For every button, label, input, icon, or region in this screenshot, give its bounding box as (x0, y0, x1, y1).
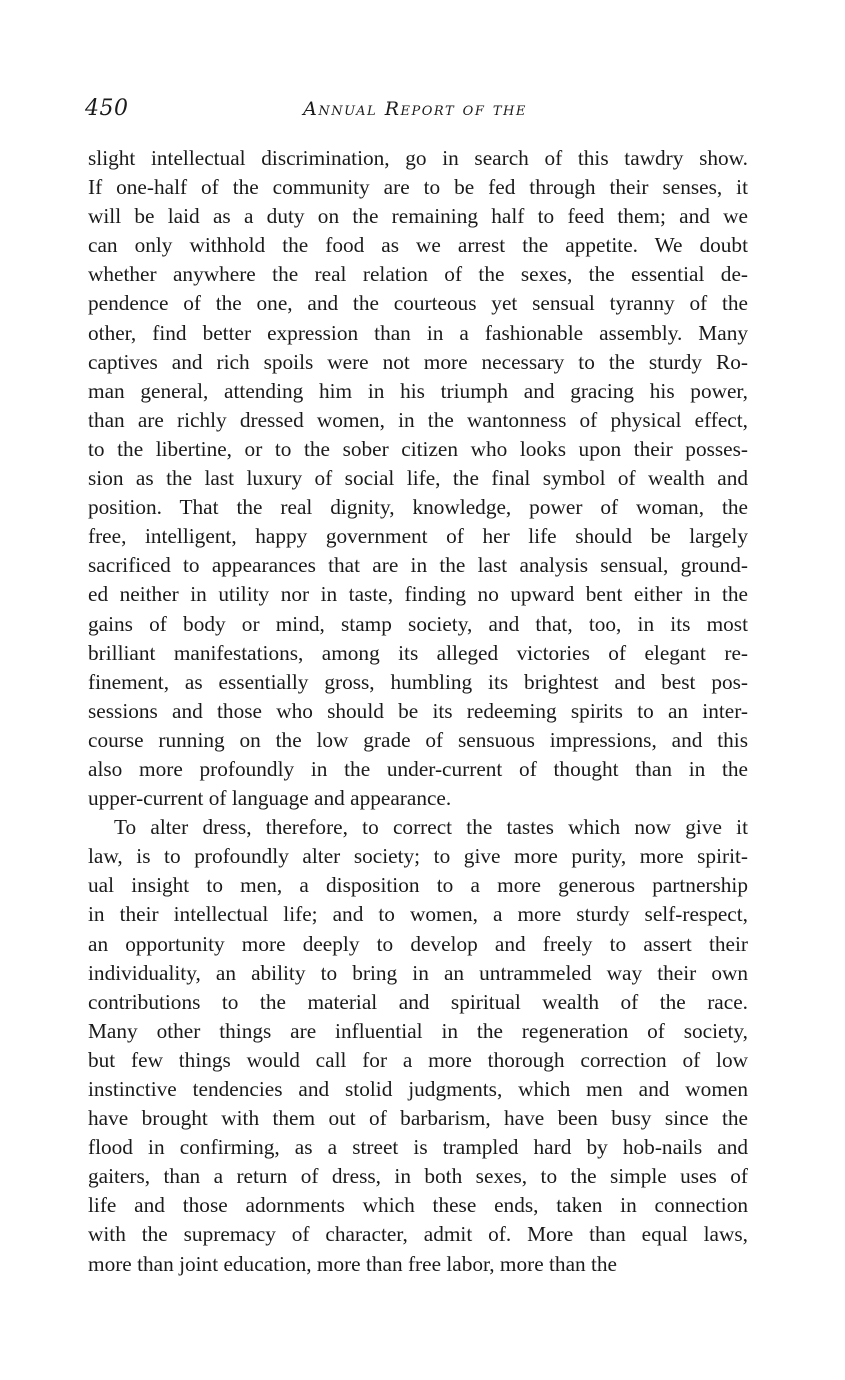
text-line: an opportunity more deeply to develop and freely to assert their (88, 931, 748, 956)
text-line: Many other things are influential in the regeneration of society, (88, 1018, 748, 1043)
text-line: sacrificed to appearances that are in the last analysis sensual, ground- (88, 553, 748, 578)
text-line: sessions and those who should be its redeeming spirits to an inter- (88, 698, 748, 723)
paragraph (88, 813, 748, 1279)
text-line: course running on the low grade of sensuous impressions, and this (88, 727, 748, 752)
text-line: individuality, an ability to bring in an untrammeled way their own (88, 960, 748, 985)
body-text (88, 144, 748, 1279)
running-head: Annual Report of the (303, 98, 527, 120)
text-line: to the libertine, or to the sober citizen who looks upon their posses- (88, 436, 748, 461)
text-line: sion as the last luxury of social life, the final symbol of wealth and (88, 466, 748, 491)
text-line: position. That the real dignity, knowledge, power of woman, the (88, 495, 748, 520)
text-line: have brought with them out of barbarism, have been busy since the (88, 1106, 748, 1131)
text-line: If one-half of the community are to be fed through their senses, it (88, 175, 748, 200)
text-line: free, intelligent, happy government of her life should be largely (88, 524, 748, 549)
text-line: brilliant manifestations, among its alleged victories of elegant re- (88, 640, 748, 665)
text-line: instinctive tendencies and stolid judgments, which men and women (88, 1077, 748, 1101)
text-line: in their intellectual life; and to women, a more sturdy self-respect, (88, 902, 748, 927)
text-line: but few things would call for a more thorough correction of low (88, 1047, 748, 1072)
text-line: ed neither in utility nor in taste, finding no upward bent either in the (88, 582, 748, 607)
text-line: with the supremacy of character, admit of. More than equal laws, (88, 1222, 748, 1247)
text-line: than are richly dressed women, in the wantonness of physical effect, (88, 407, 748, 432)
text-line: law, is to profoundly alter society; to give more purity, more spirit- (88, 844, 748, 869)
text-line: other, find better expression than in a fashionable assembly. Many (88, 320, 748, 345)
text-line: gains of body or mind, stamp society, and that, too, in its most (88, 611, 748, 636)
text-line: more than joint education, more than free labor, more than the (88, 1251, 618, 1276)
page-header (85, 96, 745, 126)
text-line: slight intellectual discrimination, go in search of this tawdry show. (88, 146, 748, 170)
text-line: pendence of the one, and the courteous yet sensual tyranny of the (88, 291, 748, 316)
text-line: upper-current of language and appearance. (88, 786, 452, 811)
text-line: man general, attending him in his triumph and gracing his power, (88, 378, 748, 403)
text-line: will be laid as a duty on the remaining half to feed them; and we (88, 204, 748, 229)
page-number: 450 (85, 96, 129, 121)
text-line: ual insight to men, a disposition to a more generous partnership (88, 873, 748, 898)
text-line: captives and rich spoils were not more necessary to the sturdy Ro- (88, 349, 748, 374)
text-line: flood in confirming, as a street is trampled hard by hob-nails and (88, 1135, 748, 1160)
text-line: whether anywhere the real relation of the sexes, the essential de- (88, 262, 748, 287)
paragraph (88, 144, 748, 813)
text-line: finement, as essentially gross, humbling its brightest and best pos- (88, 669, 748, 694)
text-line: contributions to the material and spiritual wealth of the race. (88, 989, 748, 1014)
text-line: can only withhold the food as we arrest the appetite. We doubt (88, 233, 748, 258)
text-line: also more profoundly in the under-current of thought than in the (88, 756, 748, 781)
text-line: gaiters, than a return of dress, in both sexes, to the simple uses of (88, 1164, 748, 1189)
text-line: life and those adornments which these ends, taken in connection (88, 1193, 748, 1218)
text-line: To alter dress, therefore, to correct the tastes which now give it (114, 815, 748, 840)
